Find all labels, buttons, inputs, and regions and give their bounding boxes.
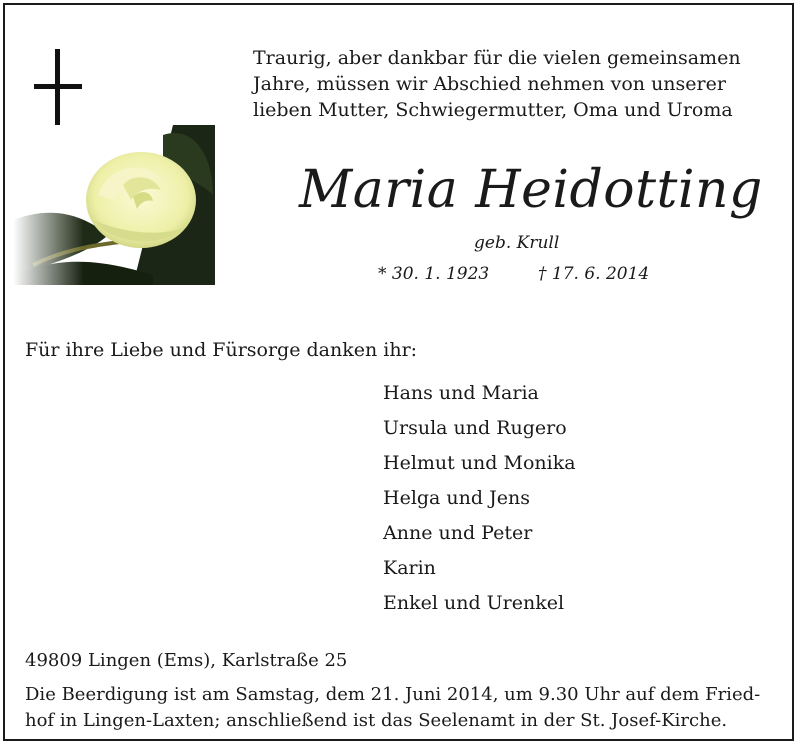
thanks-line: Für ihre Liebe und Fürsorge danken ihr: <box>25 339 418 361</box>
address: 49809 Lingen (Ems), Karlstraße 25 <box>25 650 348 671</box>
intro-line: Jahre, müssen wir Abschied nehmen von unserer <box>253 73 726 95</box>
intro-text <box>253 45 773 123</box>
intro-line: Traurig, aber dankbar für die vielen gemeinsamen <box>253 47 741 69</box>
family-member: Enkel und Urenkel <box>383 592 565 614</box>
deceased-name: Maria Heidotting <box>299 160 763 220</box>
funeral-line: Die Beerdigung ist am Samstag, dem 21. Juni 2014, um 9.30 Uhr auf dem Fried- <box>25 684 761 705</box>
obituary-frame <box>3 3 794 741</box>
family-member: Helmut und Monika <box>383 452 576 474</box>
family-list <box>383 376 576 621</box>
birth-name: geb. Krull <box>474 233 560 253</box>
birth-date: * 30. 1. 1923 <box>378 264 490 284</box>
family-member: Hans und Maria <box>383 382 539 404</box>
death-date: † 17. 6. 2014 <box>538 264 650 284</box>
family-member: Anne und Peter <box>383 522 533 544</box>
intro-line: lieben Mutter, Schwiegermutter, Oma und Uroma <box>253 99 733 121</box>
family-member: Helga und Jens <box>383 487 530 509</box>
funeral-notice <box>25 682 785 734</box>
funeral-line: hof in Lingen-Laxten; anschließend ist das Seelenamt in der St. Josef-Kirche. <box>25 710 728 731</box>
rose-image <box>13 125 215 285</box>
family-member: Ursula und Rugero <box>383 417 567 439</box>
family-member: Karin <box>383 557 436 579</box>
